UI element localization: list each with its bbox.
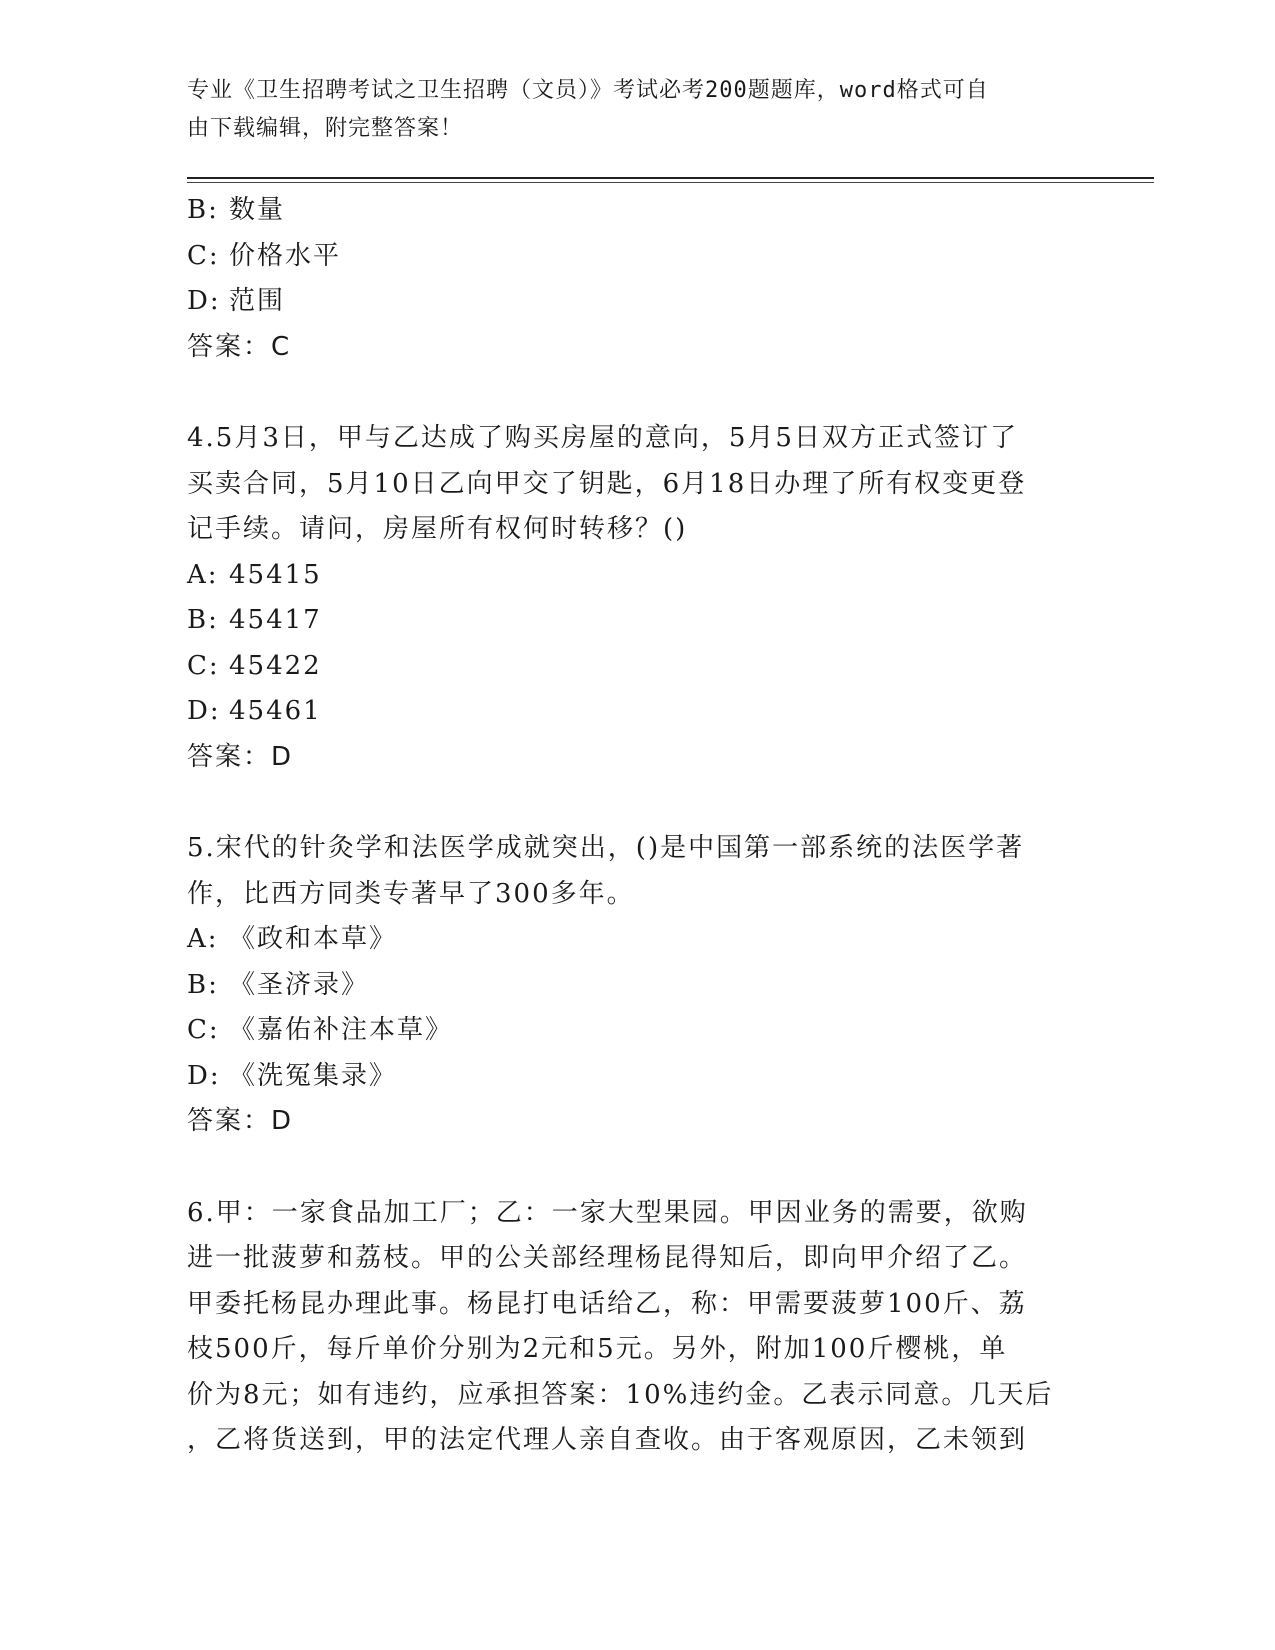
question-3-tail	[187, 188, 1087, 370]
question-text-line: 买卖合同，5月10日乙向甲交了钥匙，6月18日办理了所有权变更登	[187, 468, 1027, 499]
question-text-line: 甲委托杨昆办理此事。杨昆打电话给乙，称：甲需要菠萝100斤、荔	[187, 1288, 1027, 1319]
option-a: A: 45415	[187, 559, 322, 590]
answer-line: 答案：D	[187, 741, 294, 772]
option-d: D: 范围	[187, 286, 286, 316]
question-5	[187, 826, 1087, 1145]
question-text-line: 记手续。请问，房屋所有权何时转移？()	[187, 514, 688, 544]
option-c: C: 45422	[187, 650, 322, 681]
question-text-line: 作，比西方同类专著早了300多年。	[187, 878, 635, 909]
page-header	[187, 72, 1067, 148]
header-line-2: 由下载编辑，附完整答案！	[187, 116, 464, 141]
option-d: D: 45461	[187, 696, 322, 726]
question-text-line: 6.甲：一家食品加工厂；乙：一家大型果园。甲因业务的需要，欲购	[187, 1197, 1028, 1228]
option-b: B: 数量	[187, 195, 286, 225]
answer-line: 答案：C	[187, 331, 292, 362]
header-line-1: 专业《卫生招聘考试之卫生招聘（文员）》考试必考200题题库，word格式可自	[187, 78, 989, 103]
question-text-line: 进一批菠萝和荔枝。甲的公关部经理杨昆得知后，即向甲介绍了乙。	[187, 1243, 1028, 1273]
header-rule-thick	[187, 177, 1154, 179]
question-text-line: 枝500斤，每斤单价分别为2元和5元。另外，附加100斤樱桃，单	[187, 1334, 1008, 1364]
option-b: B: 45417	[187, 605, 322, 635]
question-4	[187, 416, 1087, 780]
option-c: C: 价格水平	[187, 240, 342, 271]
answer-line: 答案：D	[187, 1106, 294, 1136]
question-text-line: 5.宋代的针灸学和法医学成就突出，()是中国第一部系统的法医学著	[187, 833, 1025, 863]
option-b: B: 《圣济录》	[187, 969, 370, 1000]
question-text-line: ，乙将货送到，甲的法定代理人亲自查收。由于客观原因，乙未领到	[187, 1425, 1028, 1455]
option-c: C: 《嘉佑补注本草》	[187, 1015, 454, 1045]
option-d: D: 《洗冤集录》	[187, 1060, 398, 1091]
option-a: A: 《政和本草》	[187, 924, 398, 954]
question-text-line: 4.5月3日，甲与乙达成了购买房屋的意向，5月5日双方正式签订了	[187, 423, 1018, 453]
document-body	[187, 188, 1087, 1464]
header-rule-thin	[187, 182, 1154, 183]
question-text-line: 价为8元；如有违约，应承担答案：10%违约金。乙表示同意。几天后	[187, 1379, 1054, 1410]
question-6	[187, 1191, 1087, 1464]
